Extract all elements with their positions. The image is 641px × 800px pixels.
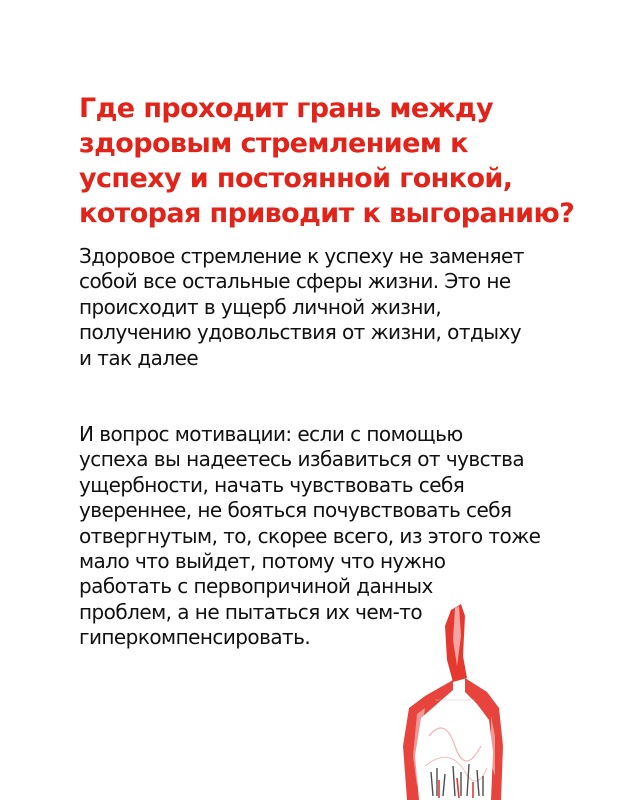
- paragraph-line: И вопрос мотивации: если с помощью: [79, 422, 463, 446]
- paragraph-line: Здоровое стремление к успеху не заменяет: [79, 244, 524, 268]
- heading-line: Где проходит грань между: [79, 93, 494, 124]
- paragraph-line: работать с первопричиной данных: [79, 574, 433, 599]
- paragraph-line: получению удовольствия от жизни, отдыху: [79, 320, 522, 345]
- question-heading: [79, 91, 599, 231]
- paragraph-line: увереннее, не бояться почувствовать себя: [79, 498, 512, 523]
- paragraph-line: гиперкомпенсировать.: [79, 625, 311, 650]
- paragraph-line: ущербности, начать чувствовать себя: [79, 472, 465, 497]
- sketched-red-figure-icon: [395, 596, 515, 800]
- paragraph-line: собой все остальные сферы жизни. Это не: [79, 269, 511, 294]
- heading-line: которая приводит к выгоранию?: [79, 198, 575, 229]
- paragraph-line: успеха вы надеетесь избавиться от чувства: [79, 447, 525, 472]
- paragraph-line: и так далее: [79, 345, 199, 370]
- answer-paragraph-1: [79, 244, 569, 371]
- heading-line: здоровым стремлением к: [79, 128, 468, 159]
- paragraph-line: мало что выйдет, потому что нужно: [79, 549, 446, 574]
- paragraph-line: отвергнутым, то, скорее всего, из этого тоже: [79, 523, 541, 548]
- paragraph-line: проблем, а не пытаться их чем-то: [79, 599, 423, 624]
- heading-line: успеху и постоянной гонкой,: [79, 163, 513, 194]
- paragraph-line: происходит в ущерб личной жизни,: [79, 294, 442, 319]
